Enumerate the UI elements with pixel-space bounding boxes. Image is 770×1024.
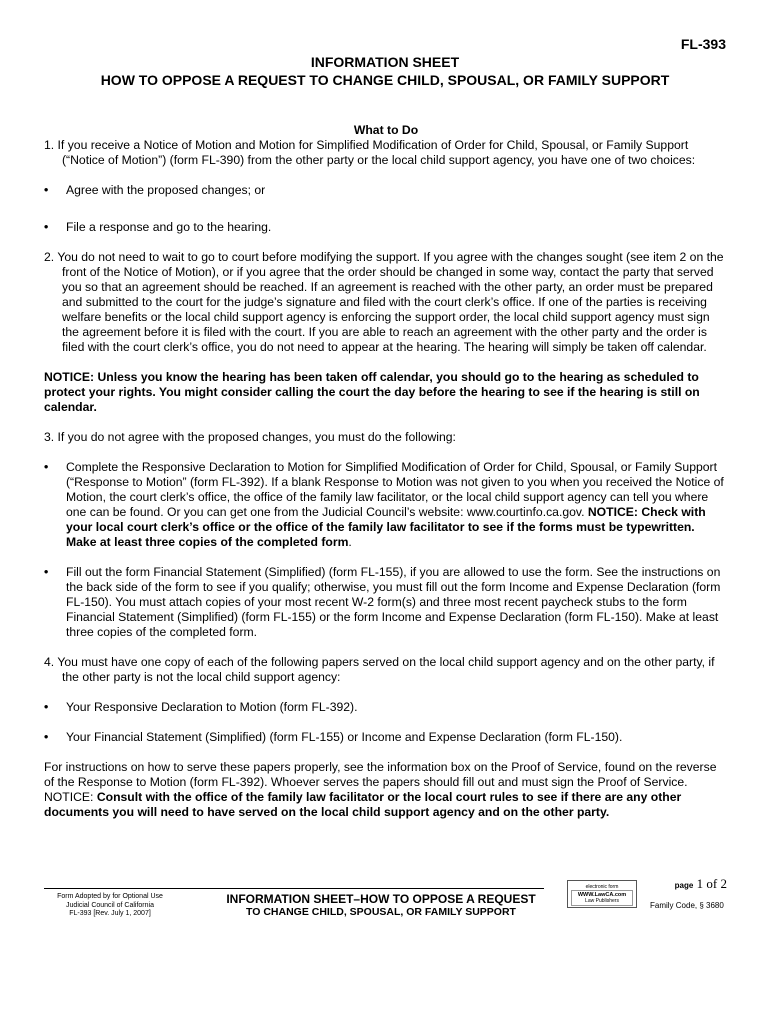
family-code: Family Code, § 3680 (650, 901, 724, 910)
title-line-2: HOW TO OPPOSE A REQUEST TO CHANGE CHILD, SPOUSAL, OR FAMILY SUPPORT (100, 72, 670, 88)
adopted-line-3: FL-393 [Rev. July 1, 2007] (69, 910, 151, 917)
bullet-icon: • (44, 700, 49, 714)
adopted-line-2: Judicial Council of California (66, 901, 154, 909)
item-1-bullet-1 (44, 183, 728, 198)
closing-paragraph (44, 760, 728, 820)
body-content (44, 123, 728, 820)
bullet-text: Agree with the proposed changes; or (66, 183, 266, 197)
item-4-bullet-2 (44, 730, 728, 745)
logo-inner (571, 890, 633, 906)
bullet-end: . (348, 535, 352, 549)
bullet-icon: • (44, 220, 49, 234)
footer-adopted (44, 893, 176, 919)
bullet-icon: • (44, 460, 49, 474)
item-1: 1. If you receive a Notice of Motion and Motion for Simplified Modification of Order for Child, Spousal, or Family Support (“Notice of Motion”) (form FL-390) from the other party or the local child support agency, you have one of two choices: (44, 138, 696, 167)
logo-bottom: Law Publishers (585, 898, 619, 904)
bullet-notice: NOTICE: Check with your local court clerk’s office or the office of the family law facilitator to see if the forms must be typewritten. Make at least three copies of the completed form (66, 505, 706, 549)
page-indicator (675, 876, 727, 893)
item-4: 4. You must have one copy of each of the following papers served on the local child support agency and on the other party, if the other party is not the local child support agency: (44, 655, 715, 684)
footer-title (196, 893, 566, 919)
item-4-bullet-1 (44, 700, 728, 715)
bullet-icon: • (44, 565, 49, 579)
adopted-line-1: Form Adopted by for Optional Use (57, 893, 163, 900)
item-3-bullet-1 (44, 460, 728, 550)
bullet-icon: • (44, 183, 49, 197)
title-line-1: INFORMATION SHEET (310, 54, 460, 70)
publisher-logo (567, 880, 637, 908)
bullet-text: Fill out the form Financial Statement (Simplified) (form FL-155), if you are allowed to use the form. See the instructions on the back side of the form to see if you qualify; otherwise, you must fill out the form Income and Expense Declaration (form FL-150). You must attach copies of your most recent W-2 form(s) and three most recent paycheck stubs to the form Financial Statement (Simplified) (form FL-155) or the form Income and Expense Declaration (form FL-150). Make at least three copies of the completed form. (66, 565, 721, 639)
section-heading: What to Do (353, 123, 419, 137)
closing-notice: Consult with the office of the family law facilitator or the local court rules to see if there are any other documents you will need to have served on the local child support agency and on the other party. (44, 790, 682, 819)
bullet-text: Complete the Responsive Declaration to Motion for Simplified Modification of Order for Child, Spousal, or Family Support (“Response to Motion” (form FL-392). If a blank Response to Motion was not given to you when you received the Notice of Motion, the court clerk’s office, the office of the family law facilitator, or the local child support agency can tell you where one can be found. Or you can get one from the Judicial Council’s website: www.courtinfo.ca.gov. (66, 460, 724, 519)
footer-title-line-1: INFORMATION SHEET–HOW TO OPPOSE A REQUEST (226, 892, 536, 906)
item-3-bullet-2 (44, 565, 728, 640)
logo-site: WWW.LawCA.com (577, 892, 627, 898)
notice-1: NOTICE: Unless you know the hearing has been taken off calendar, you should go to the hearing as scheduled to protect your rights. You might consider calling the court the day before the hearing to see if the hearing is still on calendar. (44, 370, 700, 414)
bullet-icon: • (44, 730, 49, 744)
footer-title-line-2: TO CHANGE CHILD, SPOUSAL, OR FAMILY SUPPORT (246, 906, 516, 918)
logo-top: electronic form (585, 884, 619, 890)
bullet-text: File a response and go to the hearing. (66, 220, 272, 234)
closing-text: For instructions on how to serve these papers properly, see the information box on the Proof of Service, found on the reverse of the Response to Motion (form FL-392). Whoever serves the papers should fill out and must sign the Proof of Service. NOTICE: (44, 760, 717, 804)
footer-divider (44, 888, 544, 889)
page-label: page (674, 881, 694, 890)
item-1-bullet-2 (44, 220, 728, 235)
bullet-text: Your Financial Statement (Simplified) (form FL-155) or Income and Expense Declaration (form FL-150). (66, 730, 623, 744)
item-3: 3. If you do not agree with the proposed changes, you must do the following: (44, 430, 456, 444)
item-2: 2. You do not need to wait to go to court before modifying the support. If you agree with the changes sought (see item 2 on the front of the Notice of Motion), or if you agree that the order should be changed in some way, contact the party that served you so that an agreement should be reached. If an agreement is reached with the other party, an order must be prepared and submitted to the court for the judge’s signature and filed with the court clerk’s office. If one of the parties is receiving welfare benefits or the local child support agency is enforcing the support order, the local child support agency must sign the agreement before it is filed with the court. If you are able to reach an agreement with the other party and the order is filed with the court clerk’s office, you do not need to appear at the hearing. The hearing will simply be taken off calendar. (44, 250, 724, 354)
bullet-text: Your Responsive Declaration to Motion (form FL-392). (66, 700, 358, 714)
page-number: 1 of 2 (696, 876, 727, 891)
form-number: FL-393 (680, 36, 726, 52)
